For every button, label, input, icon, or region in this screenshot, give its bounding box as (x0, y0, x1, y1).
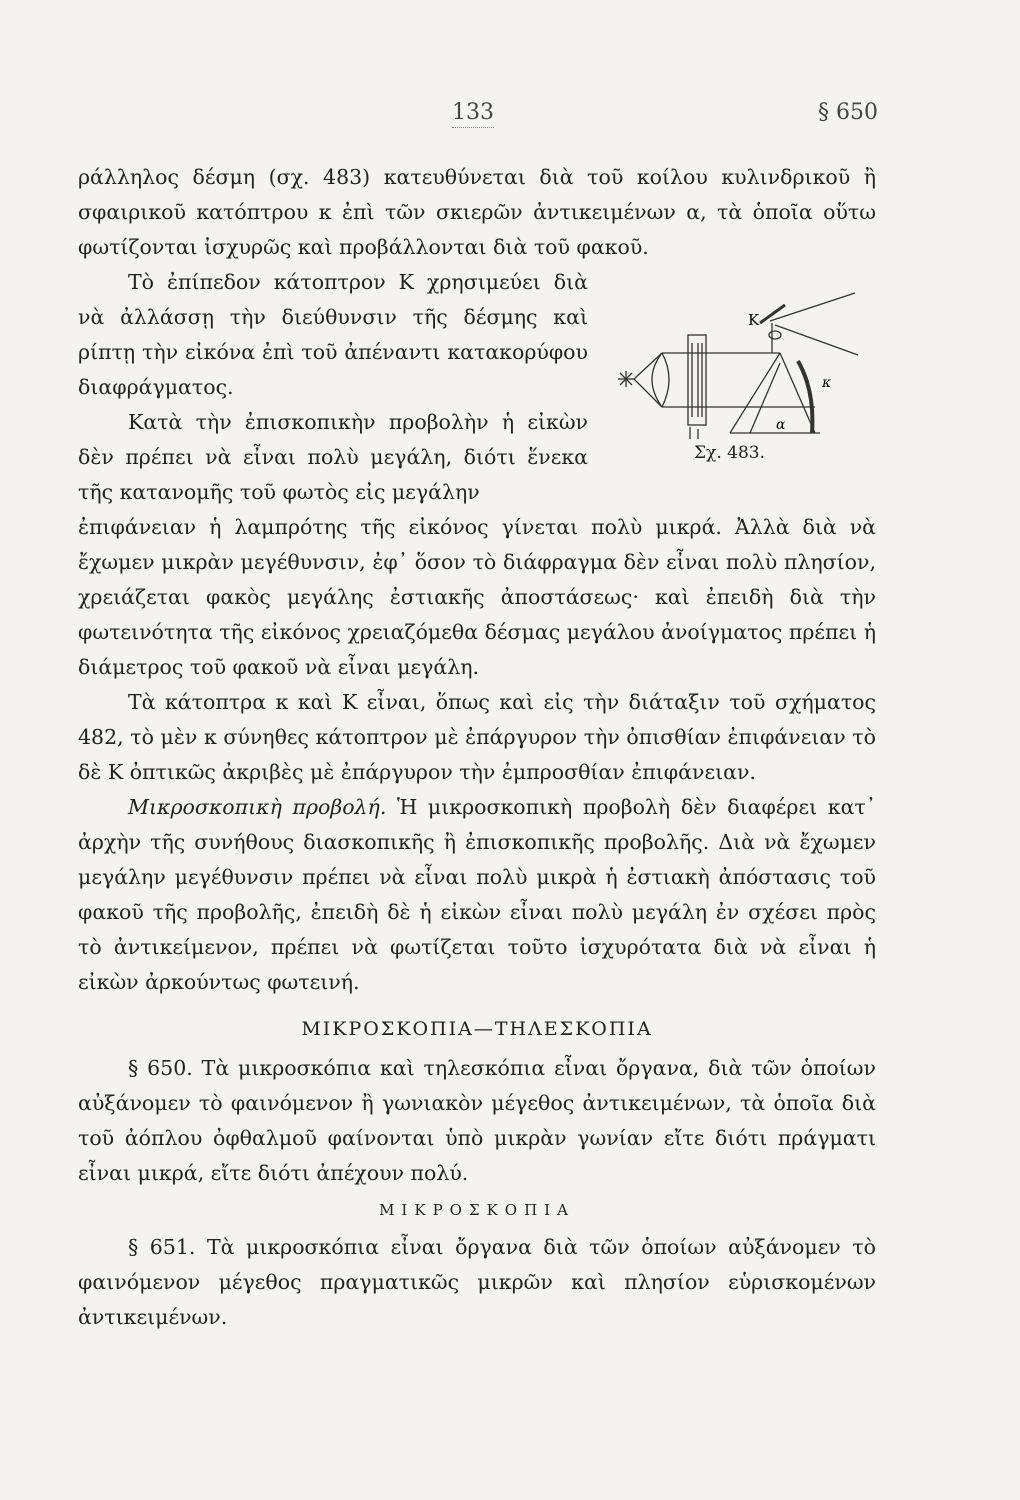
section-651-text: Τὰ μικροσκόπια εἶναι ὄργανα διὰ τῶν ὁποίων αὐξάνομεν τὸ φαινόμενον μέγεθος πραγματικῶς μικρῶν καὶ πλησίον εὑρισκομένων ἀντικειμένων. (78, 1235, 876, 1329)
label-a: α (776, 417, 786, 433)
label-K: K (748, 311, 760, 329)
paragraph-3a: Κατὰ τὴν ἐπισκοπικὴν προβολὴν ἡ εἰκὼν δὲν πρέπει νὰ εἶναι πολὺ μεγάλη, διότι ἕνεκα τῆς κατανομῆς τοῦ φωτὸς εἰς μεγάλην (78, 410, 588, 504)
section-heading: ΜΙΚΡΟΣΚΟΠΙΑ—ΤΗΛΕΣΚΟΠΙΑ (301, 1018, 653, 1040)
section-651 (78, 1230, 876, 1335)
page-header (0, 100, 1020, 140)
paragraph-5-title: Μικροσκοπικὴ προβολή. (128, 795, 387, 819)
paragraph-3b: ἐπιφάνειαν ἡ λαμπρότης τῆς εἰκόνος γίνεται πολὺ μικρά. Ἀλλὰ διὰ νὰ ἔχωμεν μικρὰν μεγέθυνσιν, ἐφ᾽ ὅσον τὸ διάφραγμα δὲν εἶναι πολὺ πλησίον, χρειάζεται φακὸς μεγάλης ἐστιακῆς ἀποστάσεως· καὶ ἐπειδὴ διὰ τὴν φωτεινότητα τῆς εἰκόνος χρειαζόμεθα δέσμας μεγάλου ἀνοίγματος πρέπει ἡ διάμετρος τοῦ φακοῦ νὰ εἶναι μεγάλη. (78, 515, 876, 679)
section-650 (78, 1051, 876, 1191)
page-number: 133 (452, 100, 494, 128)
paragraph-5 (78, 790, 876, 1000)
paragraph-2: Τὸ ἐπίπεδον κάτοπτρον Κ χρησιμεύει διὰ νὰ ἀλλάσσῃ τὴν διεύθυνσιν τῆς δέσμης καὶ ρίπτῃ τὴν εἰκόνα ἐπὶ τοῦ ἀπέναντι κατακορύφου διαφράγματος. (78, 270, 588, 399)
paragraph-5-text: Ἡ μικροσκοπικὴ προβολὴ δὲν διαφέρει κατ᾽ ἀρχὴν τῆς συνήθους διασκοπικῆς ἢ ἐπισκοπικῆς προβολῆς. Διὰ νὰ ἔχωμεν μεγάλην μεγέθυνσιν πρέπει νὰ εἶναι πολὺ μικρὰ ἡ ἐστιακὴ ἀπόστασις τοῦ φακοῦ τῆς προβολῆς, ἐπειδὴ δὲ ἡ εἰκὼν εἶναι πολὺ μεγάλη ἐν σχέσει πρὸς τὸ ἀντικείμενον, πρέπει νὰ φωτίζεται τοῦτο ἰσχυρότατα διὰ νὰ εἶναι ἡ εἰκὼν ἀρκούντως φωτεινή. (78, 795, 877, 994)
paragraph-4: Τὰ κάτοπτρα κ καὶ Κ εἶναι, ὅπως καὶ εἰς τὴν διάταξιν τοῦ σχήματος 482, τὸ μὲν κ σύνηθες κάτοπτρον μὲ ἐπάργυρον τὴν ὀπισθίαν ἐπιφάνειαν τὸ δὲ Κ ὀπτικῶς ἀκριβὲς μὲ ἐπάργυρον τὴν ἐμπροσθίαν ἐπιφάνειαν. (78, 690, 876, 784)
label-k: κ (822, 375, 832, 391)
section-650-text: Τὰ μικροσκόπια καὶ τηλεσκόπια εἶναι ὄργανα, διὰ τῶν ὁποίων αὐξάνομεν τὸ φαινόμενον ἢ γωνιακὸν μέγεθος ἀντικειμένων, τὰ ὁποῖα διὰ τοῦ ἀόπλου ὀφθαλμοῦ φαίνονται ὑπὸ μικρὰν γωνίαν εἴτε διότι πράγματι εἶναι μικρά, εἴτε διότι ἀπέχουν πολύ. (78, 1056, 876, 1185)
text-body (78, 160, 876, 1335)
section-651-label: § 651. (128, 1235, 196, 1259)
subsection-heading: ΜΙΚΡΟΣΚΟΠΙΑ (379, 1201, 575, 1219)
section-650-label: § 650. (128, 1056, 193, 1080)
figure-caption: Σχ. 483. (694, 443, 765, 463)
section-marker: § 650 (818, 100, 878, 125)
paragraph-1: ράλληλος δέσμη (σχ. 483) κατευθύνεται διὰ τοῦ κοίλου κυλινδρικοῦ ἢ σφαιρικοῦ κατόπτρου κ ἐπὶ τῶν σκιερῶν ἀντικειμένων α, τὰ ὁποῖα οὕτω φωτίζονται ἰσχυρῶς καὶ προβάλλονται διὰ τοῦ φακοῦ. (78, 165, 876, 259)
